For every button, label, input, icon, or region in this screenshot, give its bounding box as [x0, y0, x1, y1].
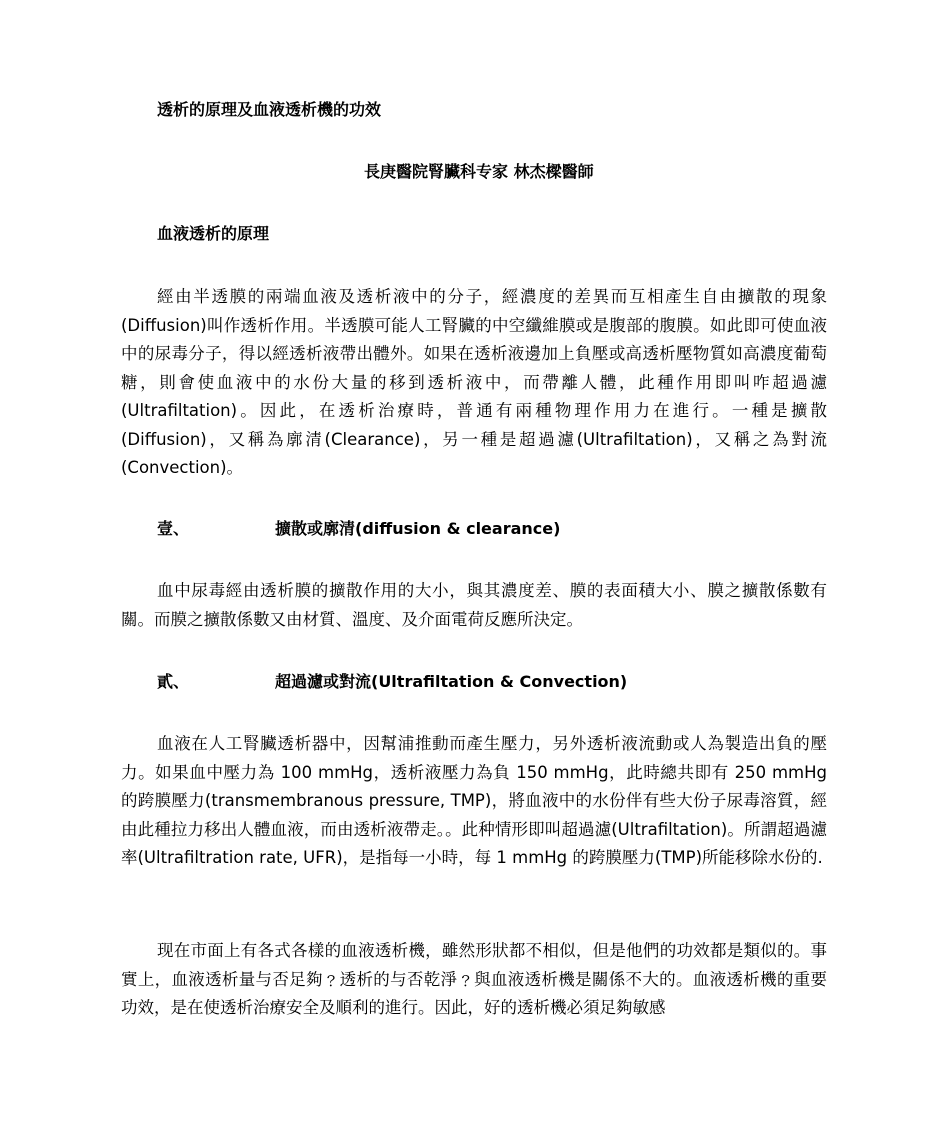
principle-heading: 血液透析的原理: [157, 224, 270, 243]
paragraph-dialysis-machines: 现在市面上有各式各樣的血液透析機，雖然形狀都不相似，但是他們的功效都是類似的。事實上，血液透析量与否足夠﹖透析的与否乾淨﹖與血液透析機是關係不大的。血液透析機的重要功效，是在使透析治療安全及順利的進行。因此，好的透析機必須足夠敏感: [121, 941, 827, 1017]
author-line: 長庚醫院腎臟科专家 林杰樑醫師: [364, 162, 594, 181]
section-heading-ultrafiltration: [157, 670, 627, 694]
section-heading-diffusion: [157, 517, 560, 541]
section-number: 壹、: [157, 519, 190, 538]
section-number: 貳、: [157, 672, 190, 691]
section-title: 擴散或廓清(diffusion & clearance): [275, 519, 561, 538]
paragraph-diffusion: 血中尿毒經由透析膜的擴散作用的大小，與其濃度差、膜的表面積大小、膜之擴散係數有關。而膜之擴散係數又由材質、溫度、及介面電荷反應所決定。: [121, 581, 827, 629]
section-title: 超過濾或對流(Ultrafiltation & Convection): [275, 672, 628, 691]
paragraph-ultrafiltration: 血液在人工腎臟透析器中，因幫浦推動而產生壓力，另外透析液流動或人為製造出負的壓力。如果血中壓力為 100 mmHg，透析液壓力為負 150 mmHg，此時總共即有 250 mmHg 的跨膜壓力(transmembranous pressure, TMP)，將血液中的水份伴有些大份子尿毒溶質，經由此種拉力移出人體血液，而由透析液帶走。。此种情形即叫超過濾(Ultrafiltation)。所謂超過濾率(Ultrafiltration rate, UFR)，是指每一小時，每 1 mmHg 的跨膜壓力(TMP)所能移除水份的.: [121, 734, 827, 867]
document-title: 透析的原理及血液透析機的功效: [157, 100, 382, 119]
paragraph-principle: 經由半透膜的兩端血液及透析液中的分子，經濃度的差異而互相產生自由擴散的現象(Diffusion)叫作透析作用。半透膜可能人工腎臟的中空纖維膜或是腹部的腹膜。如此即可使血液中的尿毒分子，得以經透析液帶出體外。如果在透析液邊加上負壓或高透析壓物質如高濃度葡萄糖，則會使血液中的水份大量的移到透析液中，而帶離人體，此種作用即叫咋超過濾(Ultrafiltation)。因此，在透析治療時，普通有兩種物理作用力在進行。一種是擴散(Diffusion)，又稱為廓清(Clearance)，另一種是超過濾(Ultrafiltation)，又稱之為對流(Convection)。: [121, 287, 827, 477]
